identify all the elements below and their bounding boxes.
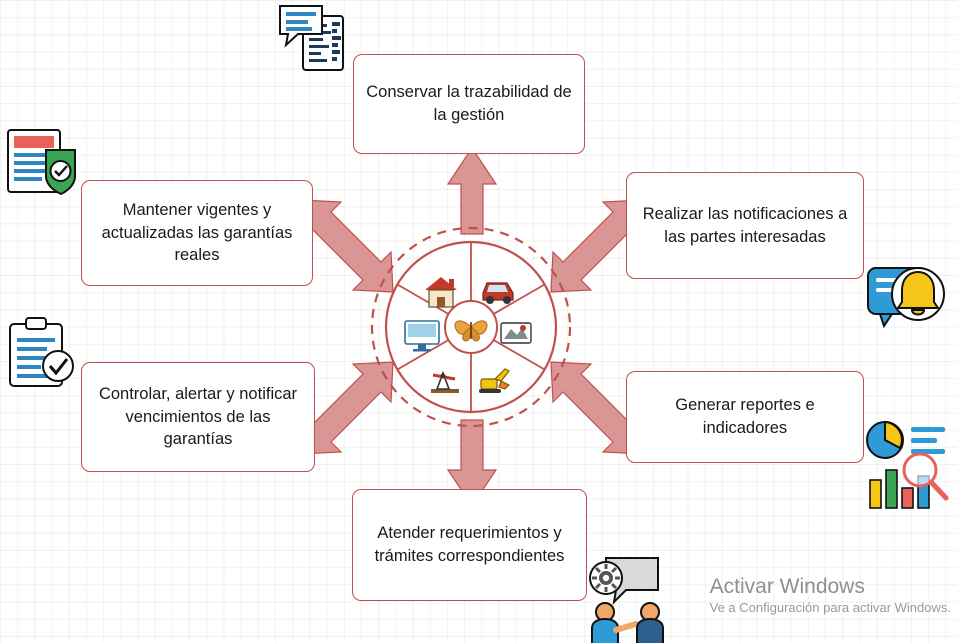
document-chat-icon [276, 2, 356, 80]
node-controlar-alertar[interactable] [81, 362, 315, 472]
node-label: Realizar las notificaciones a las partes interesadas [642, 204, 848, 246]
people-support-icon [580, 556, 676, 643]
clipboard-check-icon [6, 316, 82, 392]
node-generar-reportes[interactable] [626, 371, 864, 463]
node-conservar-trazabilidad[interactable] [353, 54, 585, 154]
analytics-search-icon [864, 418, 956, 514]
node-atender-requerimientos[interactable] [352, 489, 587, 601]
watermark-title: Activar Windows [709, 574, 865, 598]
node-label: Atender requerimientos y trámites correspondientes [374, 524, 565, 565]
central-wheel [369, 225, 573, 429]
phone-notification-icon [866, 258, 948, 336]
node-label: Generar reportes e indicadores [675, 396, 815, 437]
document-shield-icon [5, 124, 87, 204]
machinery-icon [501, 323, 531, 343]
node-realizar-notificaciones[interactable] [626, 172, 864, 279]
node-label: Mantener vigentes y actualizadas las garantías reales [101, 200, 293, 265]
node-label: Controlar, alertar y notificar vencimientos de las garantías [98, 384, 298, 449]
node-label: Conservar la trazabilidad de la gestión [366, 83, 572, 124]
windows-activation-watermark [710, 574, 951, 617]
watermark-subtitle: Ve a Configuración para activar Windows. [709, 600, 951, 616]
node-mantener-vigentes[interactable] [81, 180, 313, 286]
arrow-to-top [444, 148, 500, 234]
